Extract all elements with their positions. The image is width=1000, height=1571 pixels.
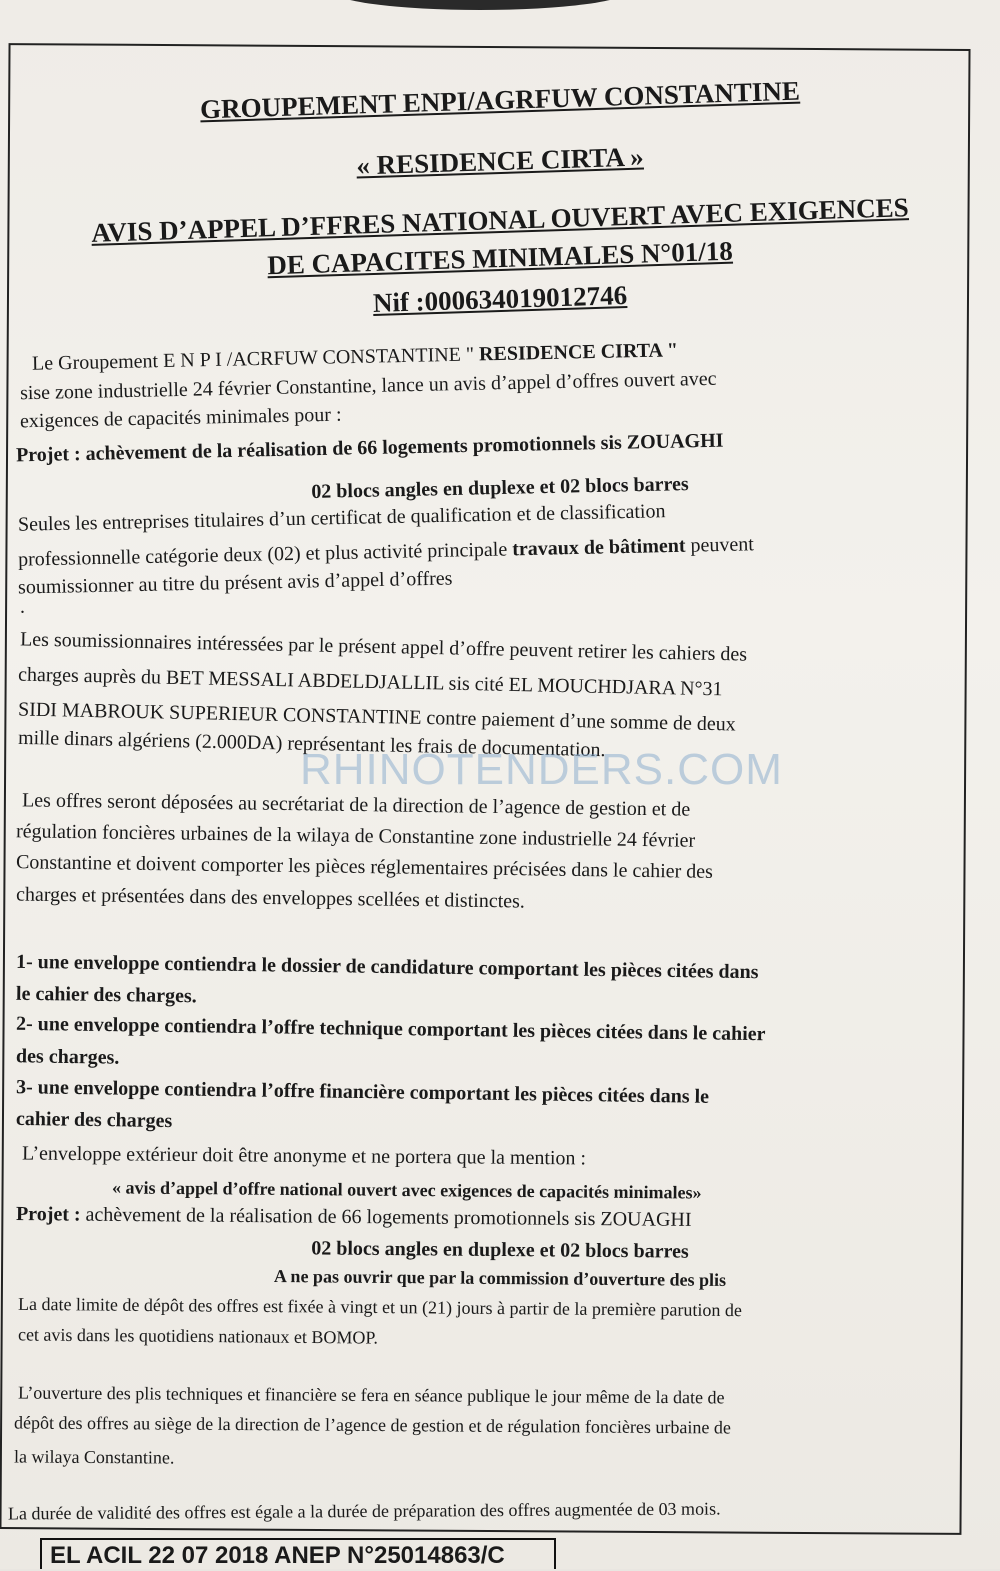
retrait-line-4: mille dinars algériens (2.000DA) représentant les frais de documentation. [17, 726, 606, 762]
retrait-line-3: SIDI MABROUK SUPERIEUR CONSTANTINE contre paiement d’une somme de deux [17, 698, 736, 736]
exterieur-projet: Projet : achèvement de la réalisation de 66 logements promotionnels sis ZOUAGHI [15, 1203, 692, 1231]
exterieur-mention: « avis d’appel d’offre national ouvert avec exigences de capacités minimales» [111, 1177, 702, 1203]
stray-dot: . [20, 596, 25, 618]
title-avis: AVIS D’APPEL D’FFRES NATIONAL OUVERT AVEC EXIGENCES [90, 192, 910, 248]
ouverture-line-2: dépôt des offres au siège de la direction de l’agence de gestion et de régulation foncières urbaine de [13, 1412, 731, 1438]
depot-line-3: Constantine et doivent comporter les pièces réglementaires précisées dans le cahier des [15, 851, 714, 883]
depot-line-4: charges et présentées dans des enveloppes scellées et distinctes. [15, 883, 526, 913]
date-limite-line-2: cet avis dans les quotidiens nationaux et BOMOP. [17, 1324, 379, 1348]
enveloppe-2-line-1: 2- une enveloppe contiendra l’offre technique comportant les pièces citées dans le cahier [15, 1012, 766, 1046]
date-limite-line-1: La date limite de dépôt des offres est fixée à vingt et un (21) jours à partir de la première parution de [17, 1293, 742, 1321]
exterieur-line-1: L’enveloppe extérieur doit être anonyme et ne portera que la mention : [21, 1142, 587, 1170]
projet-line-1: Projet : achèvement de la réalisation de 66 logements promotionnels sis ZOUAGHI [15, 429, 724, 467]
page-shadow [330, 0, 630, 10]
enveloppe-1-line-2: le cahier des charges. [15, 982, 197, 1008]
intro-line-3: exigences de capacités minimales pour : [19, 403, 342, 433]
watermark: RHINOTENDERS.COM [300, 745, 783, 794]
title-groupement: GROUPEMENT ENPI/AGRFUW CONSTANTINE [199, 75, 801, 125]
intro-line-1: Le Groupement E N P I /ACRFUW CONSTANTINE " RESIDENCE CIRTA " [31, 339, 679, 375]
qualification-line-1: Seules les entreprises titulaires d’un certificat de qualification et de classification [17, 500, 666, 536]
title-residence: « RESIDENCE CIRTA » [355, 141, 645, 181]
enveloppe-3-line-1: 3- une enveloppe contiendra l’offre financière comportant les pièces citées dans le [15, 1076, 710, 1108]
enveloppe-1-line-1: 1- une enveloppe contiendra le dossier de candidature comportant les pièces citées dans [15, 950, 759, 984]
exterieur-blocs: 02 blocs angles en duplexe et 02 blocs barres [311, 1237, 689, 1263]
publication-reference: EL ACIL 22 07 2018 ANEP N°25014863/C [40, 1538, 556, 1569]
ouverture-line-3: la wilaya Constantine. [13, 1446, 175, 1468]
validite-line: La durée de validité des offres est égale a la durée de préparation des offres augmentée de 03 mois. [7, 1498, 721, 1524]
qualification-line-2: professionnelle catégorie deux (02) et plus activité principale travaux de bâtiment peuvent [17, 533, 755, 571]
ouverture-line-1: L’ouverture des plis techniques et financière se fera en séance publique le jour même de la date de [17, 1382, 725, 1408]
exterieur-warning: A ne pas ouvrir que par la commission d’ouverture des plis [273, 1266, 727, 1290]
title-nif: Nif :000634019012746 [372, 280, 628, 318]
enveloppe-2-line-2: des charges. [15, 1045, 120, 1069]
projet-line-2: 02 blocs angles en duplexe et 02 blocs barres [311, 473, 689, 503]
qualification-line-3: soumissionner au titre du présent avis d’appel d’offres [17, 567, 453, 599]
title-capacites: DE CAPACITES MINIMALES N°01/18 [266, 235, 734, 281]
retrait-line-1: Les soumissionnaires intéressées par le présent appel d’offre peuvent retirer les cahiers des [19, 628, 748, 666]
enveloppe-3-line-2: cahier des charges [15, 1107, 173, 1133]
retrait-line-2: charges auprès du BET MESSALI ABDELDJALLIL sis cité EL MOUCHDJARA N°31 [17, 663, 723, 701]
depot-line-2: régulation foncières urbaines de la wilaya de Constantine zone industrielle 24 février [15, 820, 696, 852]
intro-line-2: sise zone industrielle 24 février Constantine, lance un avis d’appel d’offres ouvert avec [19, 367, 717, 405]
depot-line-1: Les offres seront déposées au secrétariat de la direction de l’agence de gestion et de [21, 789, 691, 821]
